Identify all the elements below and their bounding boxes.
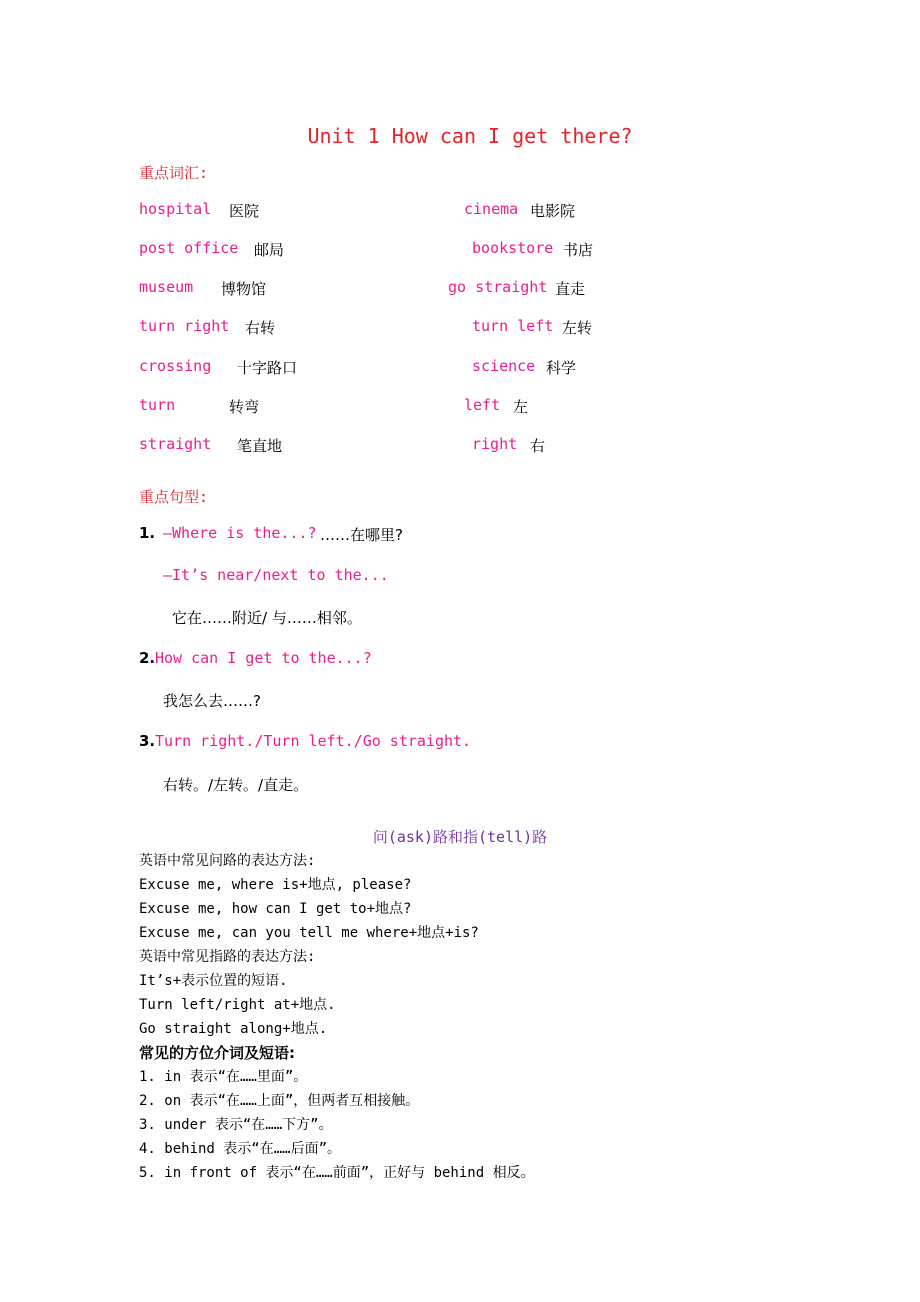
vocab-zh: 左 (513, 398, 529, 416)
vocab-zh: 电影院 (530, 202, 576, 220)
vocab-en: museum (139, 278, 194, 296)
preposition-item: 1. in 表示“在……里面”。 (139, 1069, 308, 1085)
vocab-en: bookstore (472, 239, 554, 257)
vocab-en: science (472, 357, 536, 375)
vocab-zh: 博物馆 (221, 280, 267, 298)
sentence-en: —It’s near/next to the... (163, 566, 389, 584)
sentence-zh: ……在哪里? (320, 526, 403, 544)
vocab-en: hospital (139, 200, 212, 218)
expression-line: Excuse me, can you tell me where+地点+is? (139, 925, 479, 941)
sentence-zh: 我怎么去……? (163, 692, 261, 710)
vocab-en: post office (139, 239, 239, 257)
preposition-item: 4. behind 表示“在……后面”。 (139, 1141, 342, 1157)
vocab-zh: 邮局 (254, 241, 285, 259)
expression-line: Turn left/right at+地点. (139, 997, 336, 1013)
vocab-zh: 书店 (563, 241, 594, 259)
vocab-en: straight (139, 435, 212, 453)
vocab-en: right (472, 435, 518, 453)
vocab-zh: 直走 (555, 280, 586, 298)
expression-line: Excuse me, where is+地点, please? (139, 877, 412, 893)
sentence-zh: 右转。/左转。/直走。 (163, 776, 309, 794)
sentence-number: 1. (139, 524, 156, 542)
vocab-en: cinema (464, 200, 519, 218)
vocab-heading: 重点词汇: (139, 164, 209, 182)
expression-line: Go straight along+地点. (139, 1021, 328, 1037)
expression-line: Excuse me, how can I get to+地点? (139, 901, 412, 917)
preposition-item: 5. in front of 表示“在……前面”，正好与 behind 相反。 (139, 1165, 535, 1181)
vocab-en: turn right (139, 317, 230, 335)
vocab-en: turn (139, 396, 176, 414)
vocab-zh: 十字路口 (237, 359, 298, 377)
sentence-number: 2. (139, 649, 156, 667)
expression-line: 英语中常见指路的表达方法: (139, 949, 316, 965)
vocab-zh: 右转 (245, 319, 276, 337)
expression-line: 英语中常见问路的表达方法: (139, 853, 316, 869)
sentence-number: 3. (139, 732, 156, 750)
vocab-zh: 转弯 (229, 398, 260, 416)
vocab-en: crossing (139, 357, 212, 375)
sentence-heading: 重点句型: (139, 488, 209, 506)
vocab-en: turn left (472, 317, 554, 335)
preposition-heading: 常见的方位介词及短语: (139, 1044, 295, 1062)
sentence-en: How can I get to the...? (155, 649, 372, 667)
preposition-item: 3. under 表示“在……下方”。 (139, 1117, 333, 1133)
vocab-zh: 右 (530, 437, 546, 455)
vocab-zh: 科学 (546, 359, 577, 377)
vocab-zh: 左转 (562, 319, 593, 337)
sentence-zh: 它在……附近/ 与……相邻。 (172, 609, 362, 627)
vocab-zh: 笔直地 (237, 437, 283, 455)
vocab-zh: 医院 (229, 202, 260, 220)
vocab-en: left (464, 396, 501, 414)
page-title: Unit 1 How can I get there? (307, 124, 633, 148)
vocab-en: go straight (448, 278, 548, 296)
section-heading: 问(ask)路和指(tell)路 (372, 828, 548, 846)
sentence-en: —Where is the...? (163, 524, 317, 542)
preposition-item: 2. on 表示“在……上面”，但两者互相接触。 (139, 1093, 420, 1109)
sentence-en: Turn right./Turn left./Go straight. (155, 732, 472, 750)
expression-line: It’s+表示位置的短语. (139, 973, 288, 989)
